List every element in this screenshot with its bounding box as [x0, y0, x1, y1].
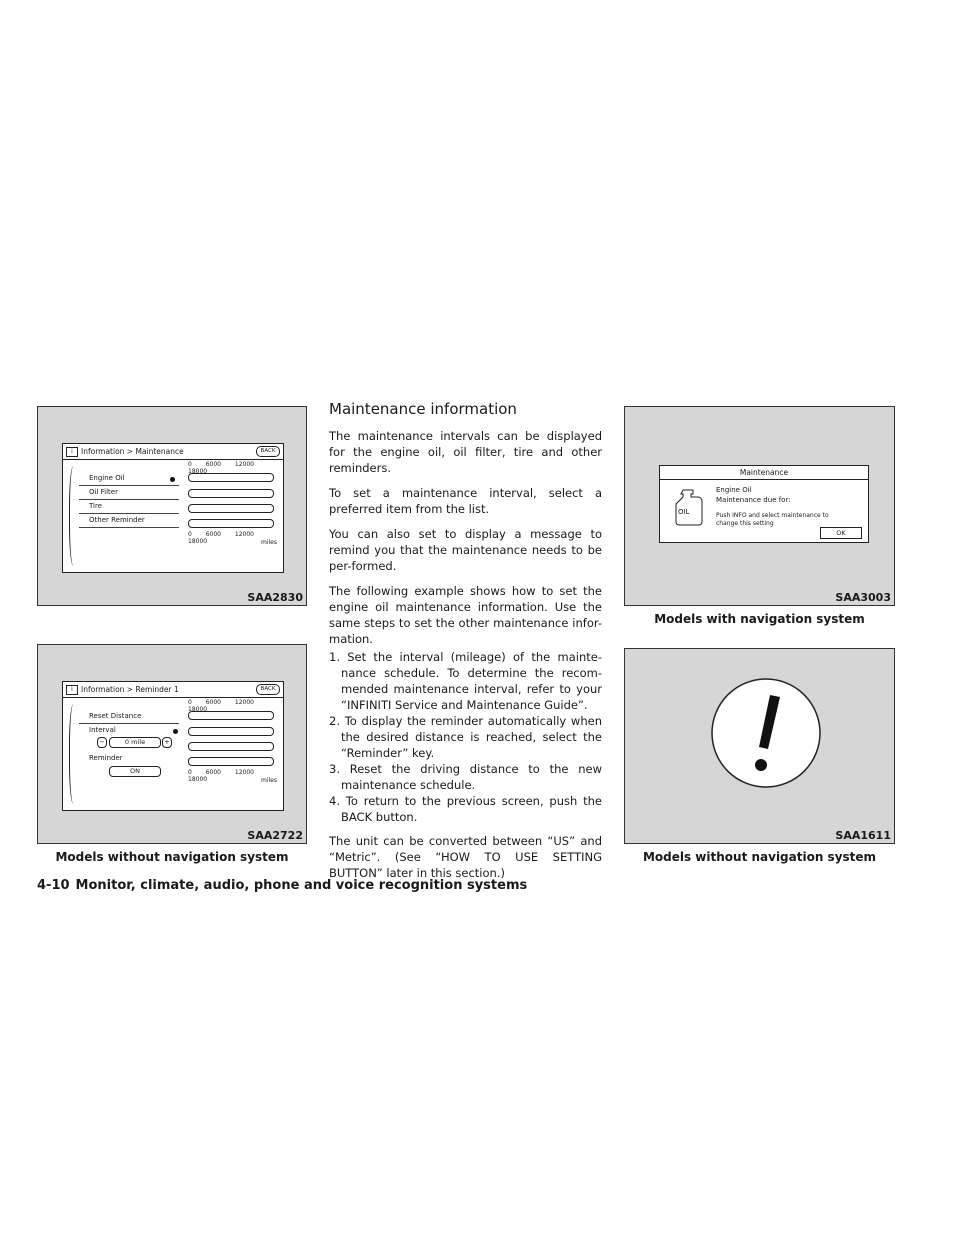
- oil-bottle-icon: [674, 488, 704, 526]
- tick-labels-top: 0 6000 12000 18000: [188, 699, 254, 713]
- message-header: Maintenance: [660, 466, 868, 480]
- figure-warning-indicator: [624, 648, 895, 844]
- reminder-toggle[interactable]: ON: [109, 766, 161, 777]
- interval-bar: [188, 473, 274, 482]
- interval-bar: [188, 711, 274, 720]
- interval-bar: [188, 727, 274, 736]
- figure-caption: Models without navigation system: [55, 850, 289, 864]
- interval-bar: [188, 504, 274, 513]
- info-icon: i: [66, 685, 78, 695]
- paragraph: The unit can be converted between “US” and “Metric”. (See “HOW TO USE SETTING BUTTON” later in this section.): [329, 834, 602, 880]
- divider: [63, 459, 283, 460]
- display-screen: [62, 681, 284, 811]
- plus-button[interactable]: +: [162, 737, 172, 748]
- steps-list: [329, 649, 602, 825]
- minus-button[interactable]: −: [97, 737, 107, 748]
- menu-item-oil-filter[interactable]: Oil Filter: [79, 486, 179, 500]
- paragraph: The maintenance intervals can be displayed for the engine oil, oil filter, tire and other reminders.: [329, 429, 602, 475]
- interval-bar: [188, 519, 274, 528]
- menu-item-other-reminder[interactable]: Other Reminder: [79, 514, 179, 528]
- figure-code: SAA2722: [247, 829, 303, 842]
- figure-maintenance-screen: [37, 406, 307, 606]
- menu-item-tire[interactable]: Tire: [79, 500, 179, 514]
- message-line: Push INFO and select maintenance to: [716, 512, 829, 519]
- paragraph: To set a maintenance interval, select a preferred item from the list.: [329, 486, 602, 516]
- interval-bar: [188, 489, 274, 498]
- interval-value: 0 mile: [109, 737, 161, 748]
- menu-item-reminder[interactable]: Reminder: [89, 754, 123, 762]
- figure-reminder-screen: [37, 644, 307, 844]
- tick-labels-top: 0 6000 12000 18000: [188, 461, 254, 475]
- page-number: 4-10: [37, 878, 70, 893]
- miles-label: miles: [261, 539, 277, 546]
- step-item: 1. Set the interval (mileage) of the mainte-nance schedule. To determine the recom-mended maintenance interval, refer to your “INFINITI Service and Maintenance Guide”.: [329, 650, 602, 712]
- figure-caption: Models with navigation system: [654, 612, 865, 626]
- tick-labels-bottom: 0 6000 12000 18000: [188, 531, 254, 545]
- text-column: [329, 400, 602, 890]
- info-icon: i: [66, 447, 78, 457]
- figure-code: SAA1611: [835, 829, 891, 842]
- figure-code: SAA2830: [247, 591, 303, 604]
- paragraph: The following example shows how to set the engine oil maintenance information. Use the same steps to set the other maintenance infor-mation.: [329, 584, 602, 646]
- step-item: 2. To display the reminder automatically when the desired distance is reached, select the “Reminder” key.: [329, 714, 602, 760]
- step-item: 4. To return to the previous screen, push the BACK button.: [329, 794, 602, 824]
- screen-title: Information > Maintenance: [81, 447, 184, 456]
- section-heading: Maintenance information: [329, 400, 517, 418]
- menu-item-reset-distance[interactable]: Reset Distance: [79, 710, 179, 724]
- message-line: Engine Oil: [716, 486, 752, 494]
- oil-label: OIL: [678, 508, 690, 516]
- screen-title: Information > Reminder 1: [81, 685, 179, 694]
- menu-item-engine-oil[interactable]: Engine Oil: [79, 472, 179, 486]
- figure-caption: Models without navigation system: [642, 850, 877, 864]
- message-line: change this setting: [716, 520, 774, 527]
- step-item: 3. Reset the driving distance to the new maintenance schedule.: [329, 762, 602, 792]
- miles-label: miles: [261, 777, 277, 784]
- interval-bar: [188, 742, 274, 751]
- exclamation-icon: [710, 677, 822, 789]
- menu-item-interval[interactable]: Interval: [89, 726, 116, 734]
- page-footer: [37, 878, 527, 893]
- interval-bar: [188, 757, 274, 766]
- display-screen: [62, 443, 284, 573]
- message-line: Maintenance due for:: [716, 496, 791, 504]
- divider: [63, 697, 283, 698]
- paragraph: You can also set to display a message to remind you that the maintenance needs to be per-formed.: [329, 527, 602, 573]
- selection-dot: [173, 729, 178, 734]
- back-button[interactable]: BACK: [256, 446, 280, 457]
- back-button[interactable]: BACK: [256, 684, 280, 695]
- selection-dot: [170, 477, 175, 482]
- figure-code: SAA3003: [835, 591, 891, 604]
- tick-labels-bottom: 0 6000 12000 18000: [188, 769, 254, 783]
- figure-maintenance-message: [624, 406, 895, 606]
- message-window: [659, 465, 869, 543]
- chapter-title: Monitor, climate, audio, phone and voice recognition systems: [75, 878, 528, 893]
- ok-button[interactable]: OK: [820, 527, 862, 539]
